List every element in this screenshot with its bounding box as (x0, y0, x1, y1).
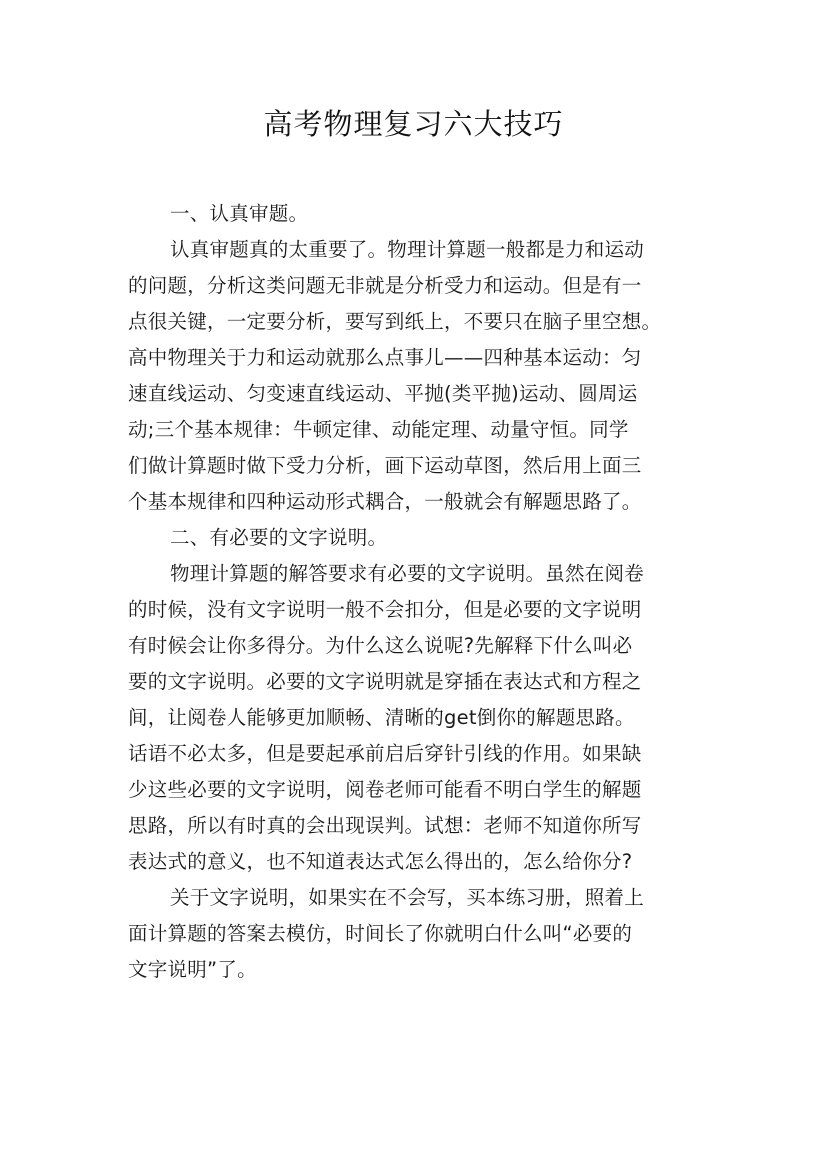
body-line: 表达式的意义，也不知道表达式怎么得出的，怎么给你分? (128, 850, 633, 873)
body-line: 面计算题的答案去模仿，时间长了你就明白什么叫“必要的 (128, 922, 633, 945)
body-line: 的问题，分析这类问题无非就是分析受力和运动。但是有一 (128, 274, 642, 297)
body-line: 点很关键，一定要分析，要写到纸上，不要只在脑子里空想。 (128, 310, 662, 333)
body-line: 动;三个基本规律：牛顿定律、动能定理、动量守恒。同学 (128, 418, 629, 441)
document-title: 高考物理复习六大技巧 (263, 107, 564, 141)
body-line: 的时候，没有文字说明一般不会扣分，但是必要的文字说明 (128, 598, 642, 621)
body-line: 间，让阅卷人能够更加顺畅、清晰的get倒你的解题思路。 (128, 706, 635, 729)
body-line: 一、认真审题。 (170, 202, 309, 225)
body-line: 文字说明”了。 (128, 958, 257, 981)
body-line: 关于文字说明，如果实在不会写，买本练习册，照着上 (170, 886, 645, 909)
body-line: 们做计算题时做下受力分析，画下运动草图，然后用上面三 (128, 454, 642, 477)
body-line: 认真审题真的太重要了。物理计算题一般都是力和运动 (170, 238, 645, 261)
document-body (128, 196, 704, 988)
body-line: 物理计算题的解答要求有必要的文字说明。虽然在阅卷 (170, 562, 645, 585)
body-line: 二、有必要的文字说明。 (170, 526, 388, 549)
body-line: 思路，所以有时真的会出现误判。试想：老师不知道你所写 (128, 814, 642, 837)
body-line: 速直线运动、匀变速直线运动、平抛(类平抛)运动、圆周运 (128, 382, 638, 405)
body-line: 个基本规律和四种运动形式耦合，一般就会有解题思路了。 (128, 490, 642, 513)
body-line: 话语不必太多，但是要起承前启后穿针引线的作用。如果缺 (128, 742, 642, 765)
body-line: 少这些必要的文字说明，阅卷老师可能看不明白学生的解题 (128, 778, 642, 801)
body-line: 要的文字说明。必要的文字说明就是穿插在表达式和方程之 (128, 670, 642, 693)
body-line: 有时候会让你多得分。为什么这么说呢?先解释下什么叫必 (128, 634, 633, 657)
body-line: 高中物理关于力和运动就那么点事儿——四种基本运动：匀 (128, 346, 642, 369)
